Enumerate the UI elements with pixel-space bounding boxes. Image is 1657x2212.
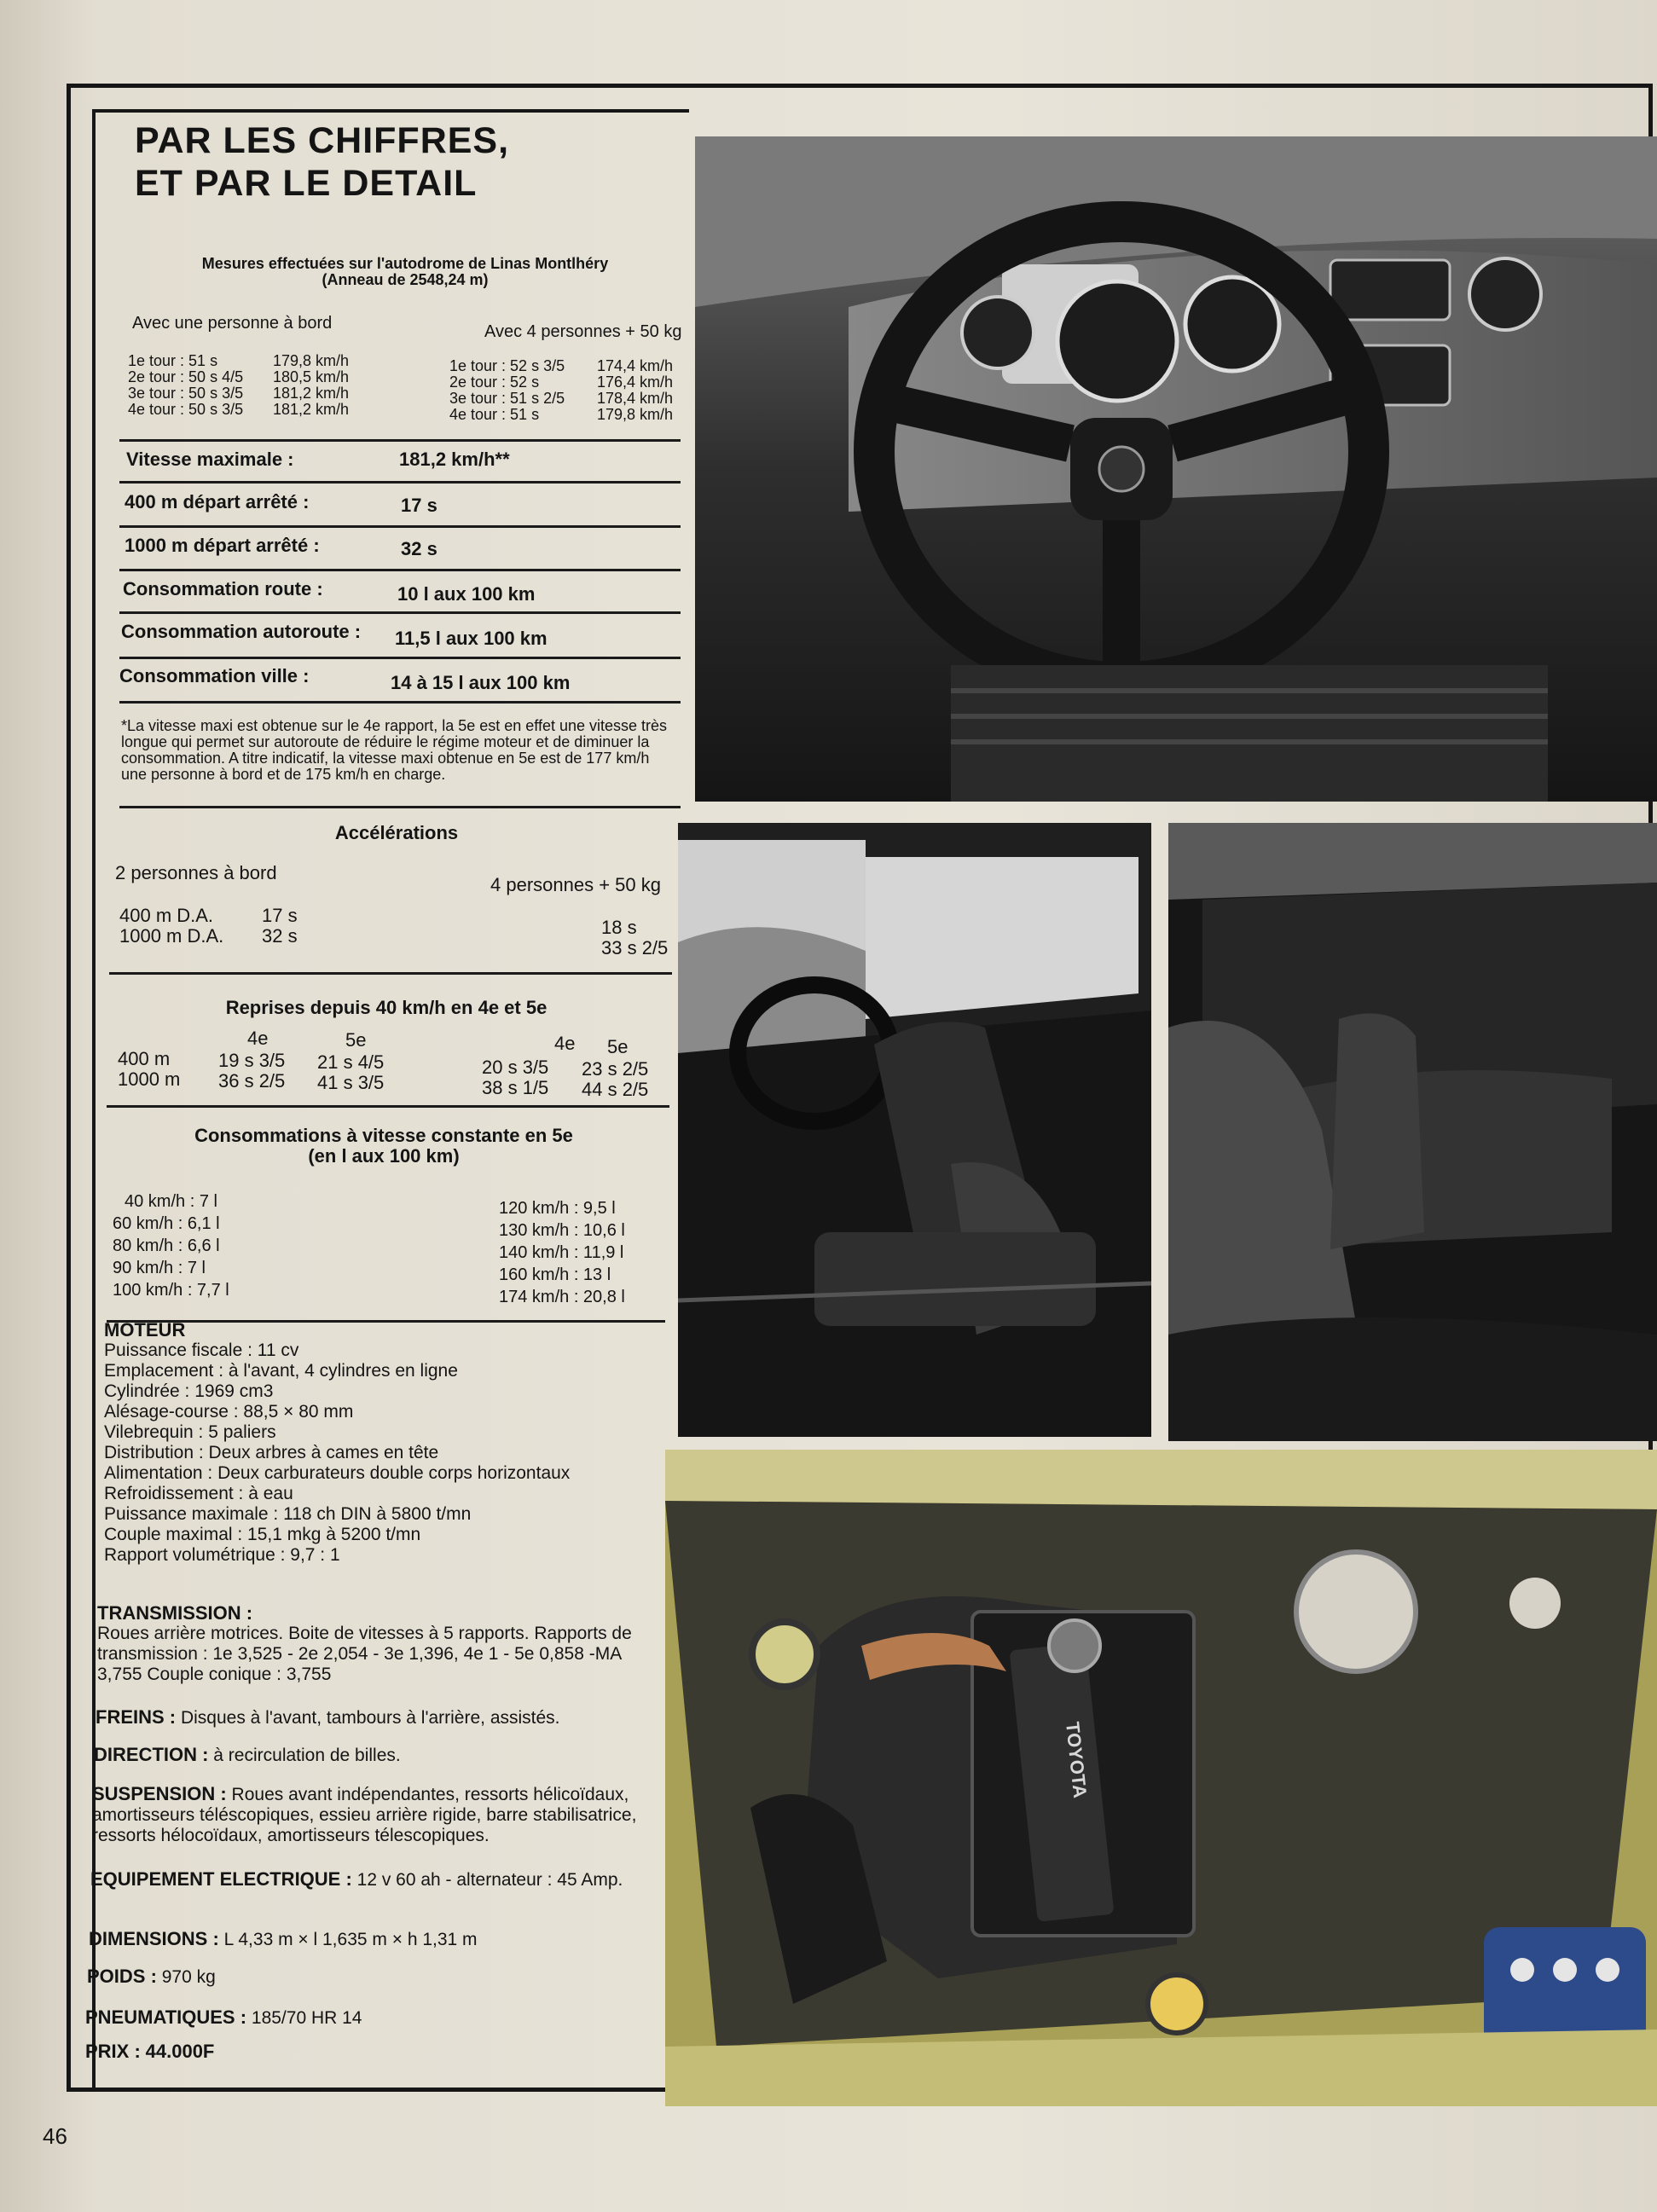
conso-item: 60 km/h : 6,1 l xyxy=(113,1214,220,1233)
spec-heading: SUSPENSION : xyxy=(92,1783,227,1804)
speed: 179,8 km/h xyxy=(597,406,674,423)
spec-text: 44.000F xyxy=(145,2041,215,2062)
accel-right-head: 4 personnes + 50 kg xyxy=(490,874,661,895)
interior-rear-illustration xyxy=(1168,823,1657,1441)
page-title xyxy=(135,119,509,205)
moteur-section xyxy=(104,1320,667,1566)
conso-heading-2: (en l aux 100 km) xyxy=(308,1145,460,1167)
conso-item: 130 km/h : 10,6 l xyxy=(499,1221,625,1240)
spec-text: 12 v 60 ah - alternateur : 45 Amp. xyxy=(356,1870,623,1890)
spec-heading: PRIX : xyxy=(85,2041,141,2062)
conso-heading-1: Consommations à vitesse constante en 5e xyxy=(194,1125,573,1146)
reprise-value: 38 s 1/5 xyxy=(482,1077,549,1098)
divider xyxy=(119,806,681,808)
gear-4-label: 4e xyxy=(247,1028,269,1049)
speed: 174,4 km/h xyxy=(597,357,674,374)
perf-label: Consommation route : xyxy=(123,578,323,599)
reprise-value: 36 s 2/5 xyxy=(218,1070,286,1092)
gear-5-label: 5e xyxy=(345,1029,367,1051)
accel-labels xyxy=(119,906,223,947)
dashboard-photo xyxy=(695,136,1657,802)
conso-item: 140 km/h : 11,9 l xyxy=(499,1243,624,1262)
moteur-line: Distribution : Deux arbres à cames en tête xyxy=(104,1443,439,1462)
divider xyxy=(119,525,681,528)
lap: 2e tour : 52 s xyxy=(449,373,540,391)
moteur-line: Vilebrequin : 5 paliers xyxy=(104,1422,276,1442)
spec-equipement xyxy=(90,1869,653,1891)
divider xyxy=(119,611,681,614)
left-speeds xyxy=(273,353,349,418)
reprise-value: 20 s 3/5 xyxy=(482,1057,549,1078)
spec-heading: DIMENSIONS : xyxy=(89,1928,219,1949)
reprises-heading: Reprises depuis 40 km/h en 4e et 5e xyxy=(225,997,548,1018)
lap: 4e tour : 50 s 3/5 xyxy=(128,401,244,418)
accel-heading: Accélérations xyxy=(334,822,459,843)
interior-left-photo xyxy=(678,823,1151,1437)
spec-text: Disques à l'avant, tambours à l'arrière, assistés. xyxy=(180,1708,560,1728)
spec-text: à recirculation de billes. xyxy=(213,1746,401,1765)
speed: 181,2 km/h xyxy=(273,401,350,418)
perf-label: Consommation ville : xyxy=(119,665,310,686)
speed: 178,4 km/h xyxy=(597,390,674,407)
lap: 2e tour : 50 s 4/5 xyxy=(128,368,244,385)
engine-bay-illustration xyxy=(665,1450,1657,2106)
spec-dimensions xyxy=(89,1929,652,1950)
interior-left-illustration xyxy=(678,823,1151,1437)
conso-item: 40 km/h : 7 l xyxy=(125,1192,217,1211)
moteur-line: Refroidissement : à eau xyxy=(104,1484,293,1503)
lap: 1e tour : 51 s xyxy=(128,352,218,369)
spec-pneumatiques xyxy=(85,2007,648,2029)
spec-text: Roues arrière motrices. Boite de vitesses à 5 rapports. Rapports de transmission : 1e 3,525 - 2e 2,054 - 3e 1,396, 4e 1 - 5e 0,858 -MA 3,755 Couple conique : 3,755 xyxy=(97,1624,632,1684)
interior-rear-photo xyxy=(1168,823,1657,1441)
conso-item: 100 km/h : 7,7 l xyxy=(113,1281,229,1300)
speed: 181,2 km/h xyxy=(273,385,350,402)
moteur-line: Alésage-course : 88,5 × 80 mm xyxy=(104,1402,354,1422)
right-speeds xyxy=(597,358,673,423)
spec-text: 970 kg xyxy=(161,1967,216,1987)
reprises-left-5 xyxy=(317,1052,384,1093)
spec-freins xyxy=(96,1707,658,1728)
divider xyxy=(119,439,681,442)
reprise-label: 400 m xyxy=(118,1048,171,1069)
reprises-right-4 xyxy=(482,1057,548,1098)
footnote: *La vitesse maxi est obtenue sur le 4e rapport, la 5e est en effet une vitesse très longue qui permet sur autoroute de réduire le régime moteur et de diminuer la consommation. A titre indicatif, la vitesse maxi obtenue en 5e est de 177 km/h une personne à bord et de 175 km/h en charge. xyxy=(121,717,668,783)
spec-text: 185/70 HR 14 xyxy=(251,2008,362,2028)
moteur-line: Cylindrée : 1969 cm3 xyxy=(104,1381,274,1401)
perf-value: 32 s xyxy=(401,538,437,559)
conso-left xyxy=(113,1190,229,1301)
conso-item: 160 km/h : 13 l xyxy=(499,1265,611,1284)
title-line-2: ET PAR LE DETAIL xyxy=(135,163,478,204)
accel-label: 1000 m D.A. xyxy=(119,925,224,947)
mesures-heading-1: Mesures effectuées sur l'autodrome de Linas Montlhéry xyxy=(201,255,609,272)
speed: 179,8 km/h xyxy=(273,352,350,369)
dashboard-illustration xyxy=(695,136,1657,802)
moteur-line: Emplacement : à l'avant, 4 cylindres en ligne xyxy=(104,1361,458,1381)
spec-heading: FREINS : xyxy=(96,1706,177,1728)
accel-label: 400 m D.A. xyxy=(119,905,214,926)
divider xyxy=(107,1105,669,1108)
perf-value: 11,5 l aux 100 km xyxy=(395,628,548,649)
accel-value: 32 s xyxy=(262,925,298,947)
perf-value: 14 à 15 l aux 100 km xyxy=(391,672,571,693)
perf-value: 10 l aux 100 km xyxy=(397,583,536,605)
mesures-heading xyxy=(128,256,682,288)
moteur-line: Puissance fiscale : 11 cv xyxy=(104,1341,299,1360)
perf-value: 17 s xyxy=(401,495,437,516)
spec-suspension xyxy=(92,1784,655,1846)
conso-item: 174 km/h : 20,8 l xyxy=(499,1288,625,1306)
divider xyxy=(119,701,681,704)
moteur-line: Rapport volumétrique : 9,7 : 1 xyxy=(104,1545,340,1565)
left-laps xyxy=(128,353,243,418)
spec-poids xyxy=(87,1966,650,1988)
accel-value: 33 s 2/5 xyxy=(601,937,669,958)
lap: 1e tour : 52 s 3/5 xyxy=(449,357,565,374)
mesures-heading-2: (Anneau de 2548,24 m) xyxy=(322,271,489,288)
moteur-line: Couple maximal : 15,1 mkg à 5200 t/mn xyxy=(104,1525,421,1544)
engine-bay-photo xyxy=(665,1450,1657,2106)
mesures-left-head: Avec une personne à bord xyxy=(132,314,333,333)
spec-prix xyxy=(85,2041,648,2063)
reprises-left-4 xyxy=(218,1051,285,1092)
spec-heading: PNEUMATIQUES : xyxy=(85,2006,247,2028)
moteur-heading: MOTEUR xyxy=(104,1319,186,1341)
accel-right-values xyxy=(601,918,668,958)
right-laps xyxy=(449,358,565,423)
conso-item: 90 km/h : 7 l xyxy=(113,1259,206,1277)
speed: 180,5 km/h xyxy=(273,368,350,385)
perf-value: 181,2 km/h** xyxy=(399,449,510,470)
accel-value: 18 s xyxy=(601,917,637,938)
spec-text: L 4,33 m × l 1,635 m × h 1,31 m xyxy=(223,1930,478,1949)
divider xyxy=(109,972,672,975)
lap: 4e tour : 51 s xyxy=(449,406,540,423)
reprise-value: 44 s 2/5 xyxy=(582,1079,649,1100)
mesures-right-head: Avec 4 personnes + 50 kg xyxy=(484,322,682,341)
reprise-label: 1000 m xyxy=(118,1068,181,1090)
accel-left-head: 2 personnes à bord xyxy=(115,862,277,883)
spec-heading: DIRECTION : xyxy=(94,1744,209,1765)
engine-brand-badge: TOYOTA xyxy=(1062,1720,1092,1799)
lap: 3e tour : 50 s 3/5 xyxy=(128,385,244,402)
reprise-value: 41 s 3/5 xyxy=(317,1072,385,1093)
spec-transmission xyxy=(97,1603,660,1685)
title-line-1: PAR LES CHIFFRES, xyxy=(135,120,510,161)
spec-heading: POIDS : xyxy=(87,1966,157,1987)
reprises-right-5 xyxy=(582,1059,648,1100)
conso-item: 120 km/h : 9,5 l xyxy=(499,1199,616,1218)
page-number: 46 xyxy=(43,2123,67,2149)
divider xyxy=(119,569,681,571)
reprises-labels xyxy=(118,1049,180,1090)
divider xyxy=(119,657,681,659)
lap: 3e tour : 51 s 2/5 xyxy=(449,390,565,407)
conso-right xyxy=(499,1197,625,1308)
perf-label: 400 m départ arrêté : xyxy=(125,491,310,512)
gear-5-label: 5e xyxy=(607,1036,629,1057)
perf-label: Vitesse maximale : xyxy=(126,449,294,470)
spec-text: Roues avant indépendantes, ressorts hélicoïdaux, amortisseurs téléscopiques, essieu arrière rigide, barre stabilisatrice, ressorts hélocoïdaux, amortisseurs télescopiques. xyxy=(92,1785,637,1845)
conso-item: 80 km/h : 6,6 l xyxy=(113,1236,220,1255)
spec-direction xyxy=(94,1745,657,1766)
reprise-value: 21 s 4/5 xyxy=(317,1051,385,1073)
divider xyxy=(119,481,681,484)
conso-heading xyxy=(107,1126,661,1167)
perf-label: 1000 m départ arrêté : xyxy=(125,535,320,556)
speed: 176,4 km/h xyxy=(597,373,674,391)
moteur-line: Alimentation : Deux carburateurs double corps horizontaux xyxy=(104,1463,571,1483)
accel-left-values xyxy=(262,906,298,947)
perf-label: Consommation autoroute : xyxy=(121,621,362,642)
reprise-value: 23 s 2/5 xyxy=(582,1058,649,1080)
gear-4-label: 4e xyxy=(554,1033,576,1054)
spec-heading: EQUIPEMENT ELECTRIQUE : xyxy=(90,1868,352,1890)
accel-value: 17 s xyxy=(262,905,298,926)
spec-heading: TRANSMISSION : xyxy=(97,1602,253,1624)
moteur-line: Puissance maximale : 118 ch DIN à 5800 t/mn xyxy=(104,1504,472,1524)
reprise-value: 19 s 3/5 xyxy=(218,1050,286,1071)
